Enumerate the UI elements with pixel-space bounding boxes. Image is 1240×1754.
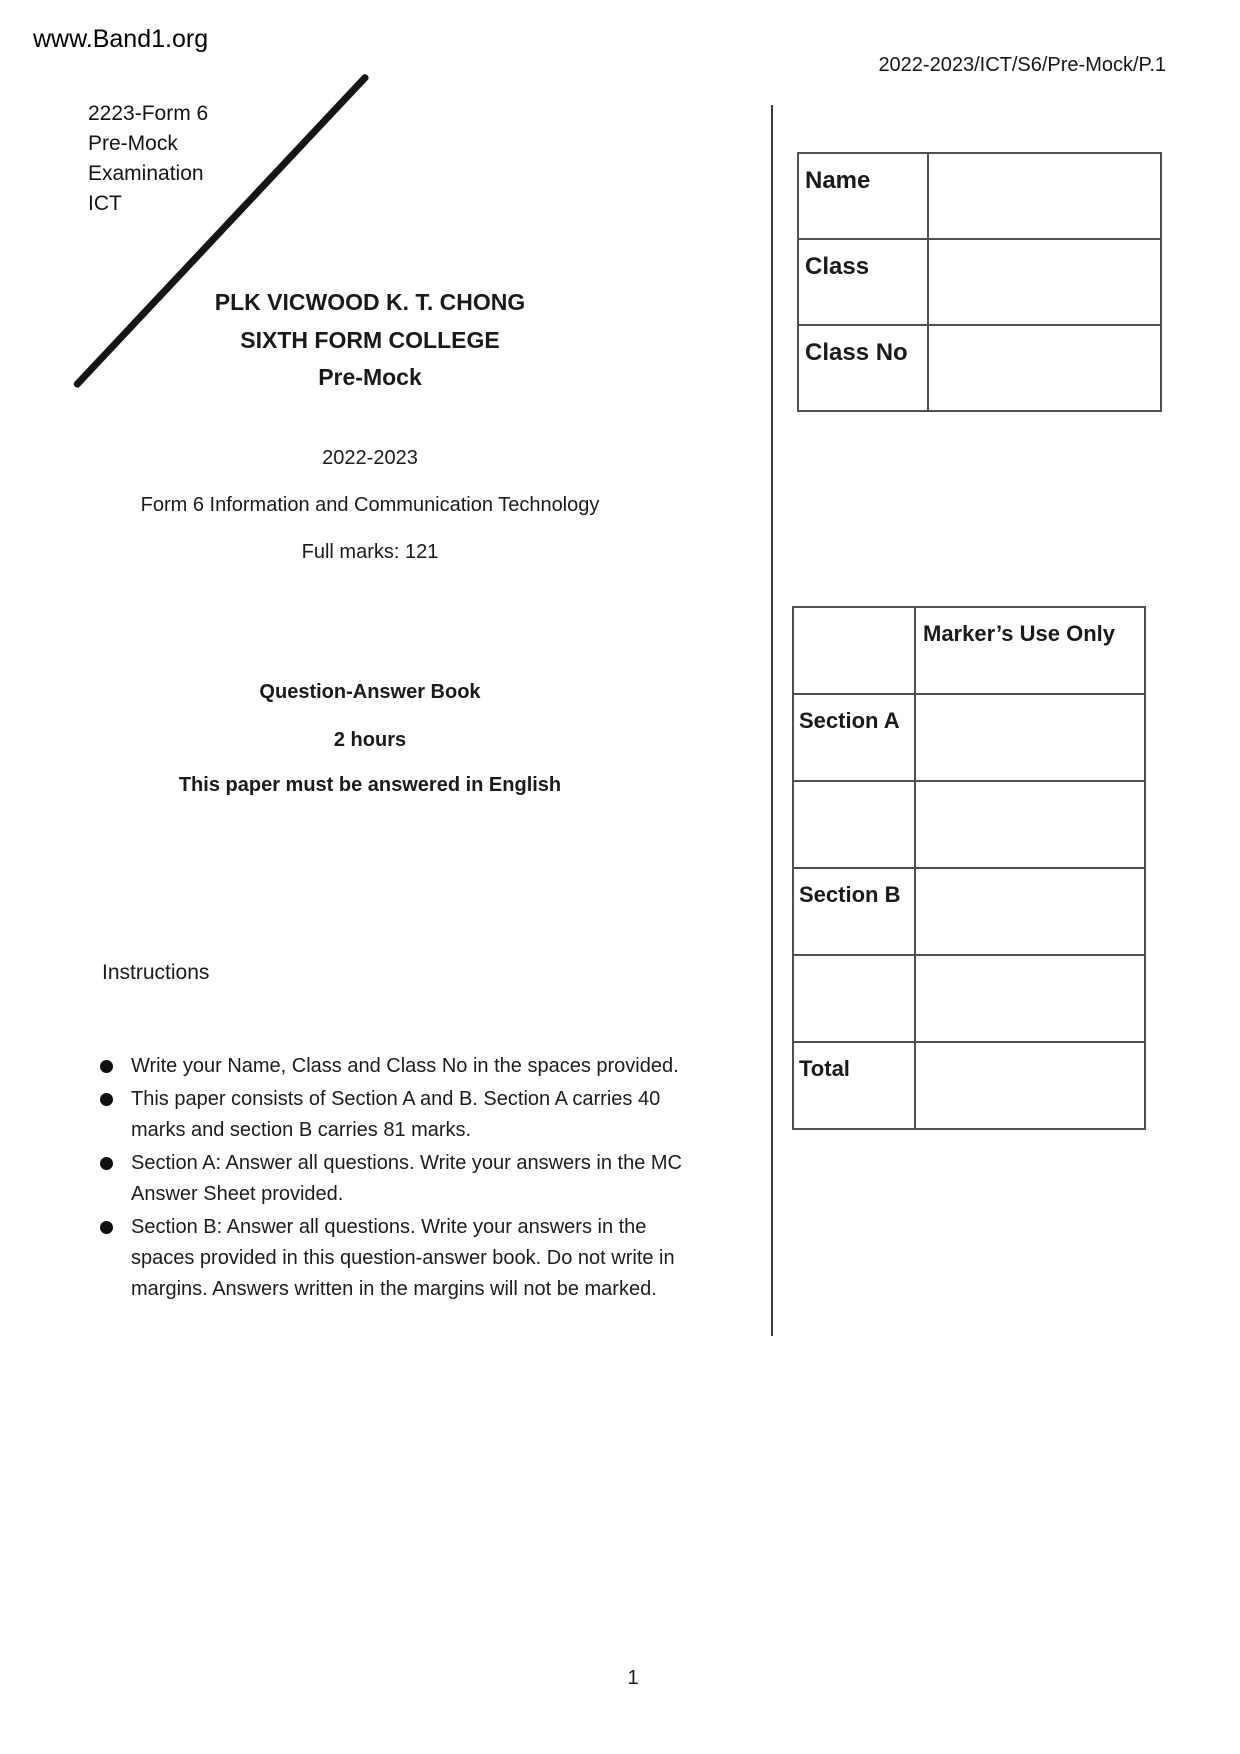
student-info-table [797,152,1162,412]
student-info-label: Class No [798,325,928,411]
marker-table-row [793,868,1145,955]
instruction-line: This paper consists of Section A and B. Section A carries 40 [131,1088,661,1110]
bullet-icon [100,1157,113,1170]
marker-table-blank-cell [915,955,1145,1042]
marker-table-label: Section A [793,694,915,781]
marker-table-blank-cell [915,1042,1145,1129]
marker-table-row [793,694,1145,781]
instruction-item [100,1084,716,1146]
school-year: 2022-2023 [322,447,418,469]
marker-table-blank-cell [915,694,1145,781]
full-marks: Full marks: 121 [301,541,439,563]
vertical-divider-line [771,105,773,1336]
student-info-row [798,239,1161,325]
instruction-line: Answer Sheet provided. [131,1183,344,1205]
instructions-heading: Instructions [102,961,210,984]
instruction-line: Section A: Answer all questions. Write your answers in the MC [131,1152,682,1174]
student-info-row [798,325,1161,411]
book-type: Question-Answer Book [259,681,481,703]
marker-table-row [793,1042,1145,1129]
marker-use-table [792,606,1146,1130]
exam-label-line: Examination [88,162,204,185]
instruction-item [100,1051,716,1082]
marker-table-blank-cell [915,781,1145,868]
instruction-text [131,1148,682,1210]
marker-table-row [793,955,1145,1042]
school-name-line2: SIXTH FORM COLLEGE [240,327,500,353]
student-info-label: Class [798,239,928,325]
watermark-text: www.Band1.org [33,25,209,53]
exam-label [88,99,208,219]
subject-title: Form 6 Information and Communication Technology [140,494,600,516]
instruction-text [131,1051,679,1082]
exam-label-line: ICT [88,192,122,215]
instruction-line: Write your Name, Class and Class No in the spaces provided. [131,1055,679,1077]
instruction-line: Section B: Answer all questions. Write your answers in the [131,1216,647,1238]
instructions-list [100,1051,716,1307]
document-code: 2022-2023/ICT/S6/Pre-Mock/P.1 [878,54,1166,76]
bullet-icon [100,1093,113,1106]
marker-table-header: Marker’s Use Only [915,607,1145,694]
student-info-row [798,153,1161,239]
page-number: 1 [627,1667,639,1689]
exam-label-line: Pre-Mock [88,132,178,155]
exam-duration: 2 hours [333,729,407,751]
marker-table-blank-cell [915,868,1145,955]
exam-name: Pre-Mock [318,364,422,390]
bullet-icon [100,1060,113,1073]
marker-table-row [793,607,1145,694]
school-name-line1: PLK VICWOOD K. T. CHONG [214,289,526,315]
instruction-text [131,1084,660,1146]
language-note: This paper must be answered in English [178,774,562,796]
instruction-item [100,1212,716,1305]
marker-table-label [793,607,915,694]
marker-table-row [793,781,1145,868]
instruction-line: spaces provided in this question-answer book. Do not write in [131,1247,675,1269]
student-info-label: Name [798,153,928,239]
bullet-icon [100,1221,113,1234]
marker-table-label: Total [793,1042,915,1129]
marker-table-label: Section B [793,868,915,955]
student-info-blank-cell [928,239,1161,325]
exam-label-line: 2223-Form 6 [88,102,209,125]
instruction-line: marks and section B carries 81 marks. [131,1119,472,1141]
instruction-line: margins. Answers written in the margins will not be marked. [131,1278,657,1300]
instruction-text [131,1212,675,1305]
student-info-blank-cell [928,153,1161,239]
student-info-blank-cell [928,325,1161,411]
marker-table-label [793,955,915,1042]
marker-table-label [793,781,915,868]
instruction-item [100,1148,716,1210]
